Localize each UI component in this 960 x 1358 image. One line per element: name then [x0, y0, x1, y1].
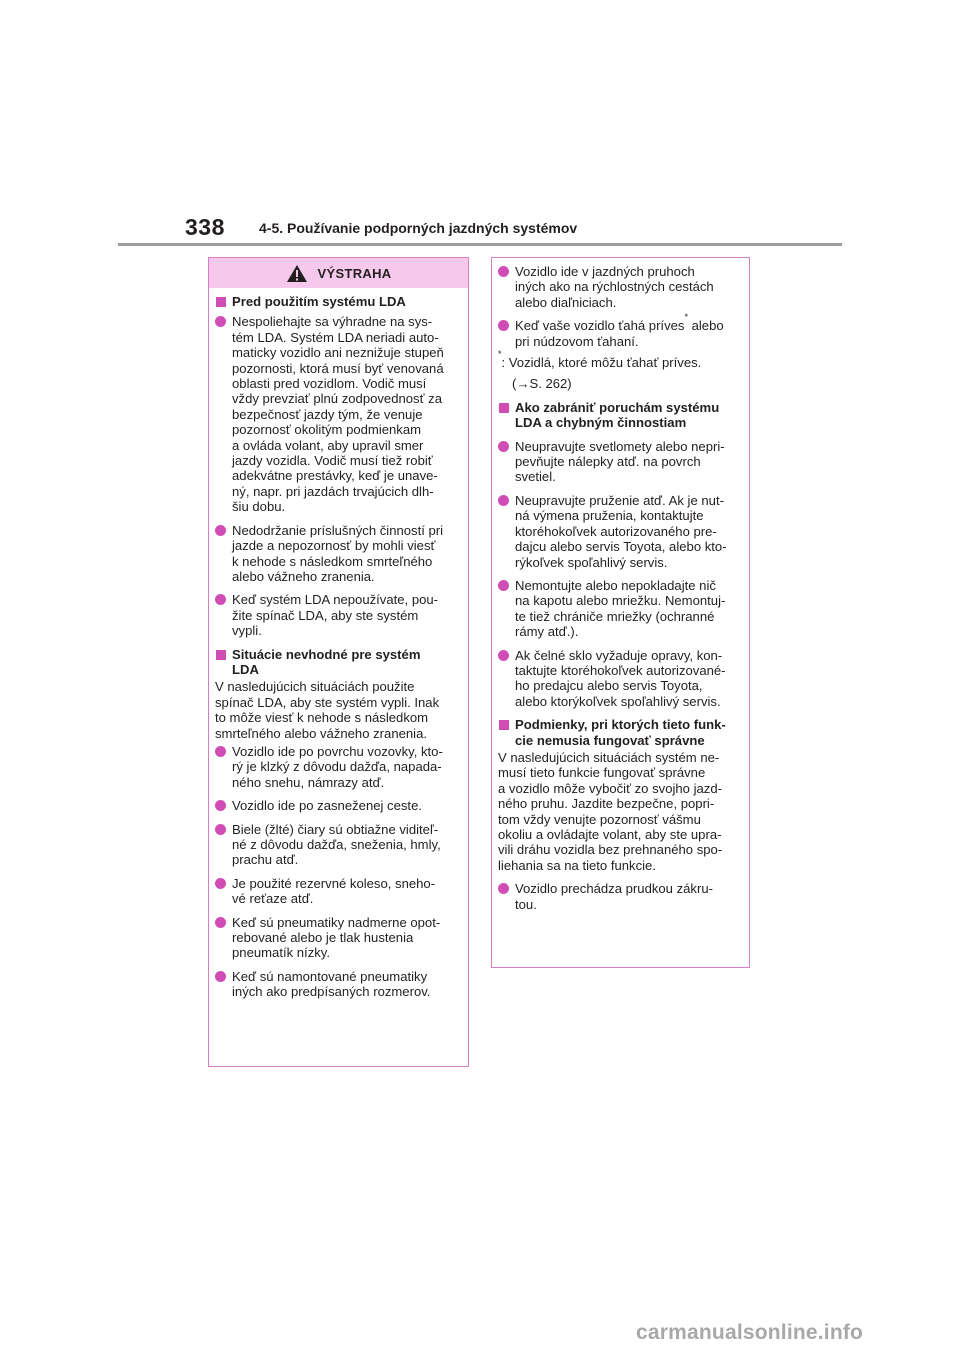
- round-bullet-icon: [498, 320, 509, 331]
- list-item: Biele (žlté) čiary sú obtiažne viditeľ- né z dôvodu dažďa, sneženia, hmly, prachu atď.: [215, 822, 462, 868]
- round-bullet-icon: [215, 824, 226, 835]
- warning-box-left: [208, 257, 469, 1067]
- list-item: Keď sú pneumatiky nadmerne opot- rebované alebo je tlak hustenia pneumatík nízky.: [215, 915, 462, 961]
- footnote: *: Vozidlá, ktoré môžu ťahať príves. (→S. 262): [498, 355, 743, 392]
- round-bullet-icon: [498, 266, 509, 277]
- list-item: Vozidlo ide v jazdných pruhoch iných ako na rýchlostných cestách alebo diaľniciach.: [498, 264, 743, 310]
- list-item: Vozidlo ide po zasneženej ceste.: [215, 798, 462, 813]
- round-bullet-icon: [498, 441, 509, 452]
- page-reference: (→S. 262): [512, 376, 572, 392]
- list-item: Ak čelné sklo vyžaduje opravy, kon- taktujte ktoréhokoľvek autorizované- ho predajcu alebo servis Toyota, alebo ktorýkoľvek spoľahlivý servis.: [498, 648, 743, 710]
- section-title: 4-5. Používanie podporných jazdných systémov: [259, 220, 578, 236]
- header-divider: [118, 243, 842, 246]
- paragraph: V nasledujúcich situáciách systém ne- musí tieto funkcie fungovať správne a vozidlo môže vybočiť zo svojho jazd- ného pruhu. Jazdite bezpečne, popri- tom vždy venujte pozornosť vášmu okoliu a ovládajte volant, aby ste upra- vili dráhu vozidla bez prehnaného spo- liehania sa na tieto funkcie.: [498, 749, 723, 873]
- page-number: 338: [185, 214, 225, 240]
- square-bullet-icon: [216, 297, 226, 307]
- list-item: Keď sú namontované pneumatiky iných ako predpísaných rozmerov.: [215, 969, 462, 1000]
- round-bullet-icon: [498, 883, 509, 894]
- heading-before-use: Pred použitím systému LDA: [215, 294, 462, 309]
- round-bullet-icon: [215, 746, 226, 757]
- list-item: Vozidlo ide po povrchu vozovky, kto- rý je klzký z dôvodu dažďa, napada- ného snehu, námrazy atď.: [215, 744, 462, 790]
- paragraph: V nasledujúcich situáciách použite spínač LDA, aby ste systém vypli. Inak to môže viesť k nehode s následkom smrteľného alebo vážneho zranenia.: [215, 679, 440, 741]
- list-item: Neupravujte pruženie atď. Ak je nut- ná výmena pruženia, kontaktujte ktoréhokoľvek autorizovaného pre- dajcu alebo servis Toyota, alebo kto- rýkoľvek spoľahlivý servis.: [498, 493, 743, 570]
- heading-prevent-malfunctions: Ako zabrániť poruchám systému LDA a chybným činnostiam: [498, 400, 743, 431]
- warning-label: VÝSTRAHA: [317, 265, 392, 281]
- round-bullet-icon: [498, 580, 509, 591]
- list-item: Neupravujte svetlomety alebo nepri- pevňujte nálepky atď. na povrch svetiel.: [498, 439, 743, 485]
- list-item: Nespoliehajte sa výhradne na sys- tém LDA. Systém LDA neriadi auto- maticky vozidlo ani neznižuje stupeň pozornosti, ktorá musí byť venovaná oblasti pred vozidlom. Vodič musí vždy prevziať plnú zodpovednosť za bezpečnosť jazdy tým, že venuje pozornosť okolitým podmienkam a ovláda volant, aby upravil smer jazdy vozidla. Vodič musí tiež robiť adekvátne prestávky, keď je unave- ný, napr. pri jazdách trvajúcich dlh- šiu dobu.: [215, 314, 462, 514]
- round-bullet-icon: [215, 594, 226, 605]
- round-bullet-icon: [498, 495, 509, 506]
- round-bullet-icon: [215, 525, 226, 536]
- warning-triangle-icon: [286, 264, 308, 283]
- round-bullet-icon: [215, 917, 226, 928]
- round-bullet-icon: [215, 971, 226, 982]
- heading-conditions-may-not-work: Podmienky, pri ktorých tieto funk- cie nemusia fungovať správne: [498, 717, 743, 748]
- round-bullet-icon: [498, 650, 509, 661]
- list-item: Vozidlo prechádza prudkou zákru- tou.: [498, 881, 743, 912]
- square-bullet-icon: [499, 403, 509, 413]
- round-bullet-icon: [215, 316, 226, 327]
- square-bullet-icon: [216, 650, 226, 660]
- round-bullet-icon: [215, 800, 226, 811]
- list-item: Nedodržanie príslušných činností pri jazde a nepozornosť by mohli viesť k nehode s následkom smrteľného alebo vážneho zranenia.: [215, 523, 462, 585]
- round-bullet-icon: [215, 878, 226, 889]
- list-item: Je použité rezervné koleso, sneho- vé reťaze atď.: [215, 876, 462, 907]
- square-bullet-icon: [499, 720, 509, 730]
- list-item: Keď vaše vozidlo ťahá príves* alebo pri núdzovom ťahaní.: [498, 318, 743, 349]
- warning-header: [209, 258, 468, 288]
- warning-box-right: [491, 257, 750, 968]
- list-item: Keď systém LDA nepoužívate, pou- žite spínač LDA, aby ste systém vypli.: [215, 592, 462, 638]
- watermark: carmanualsonline.info: [636, 1321, 864, 1344]
- list-item: Nemontujte alebo nepokladajte nič na kapotu alebo mriežku. Nemontuj- te tiež chrániče mriežky (ochranné rámy atď.).: [498, 578, 743, 640]
- heading-unsuitable-situations: Situácie nevhodné pre systém LDA: [215, 647, 462, 678]
